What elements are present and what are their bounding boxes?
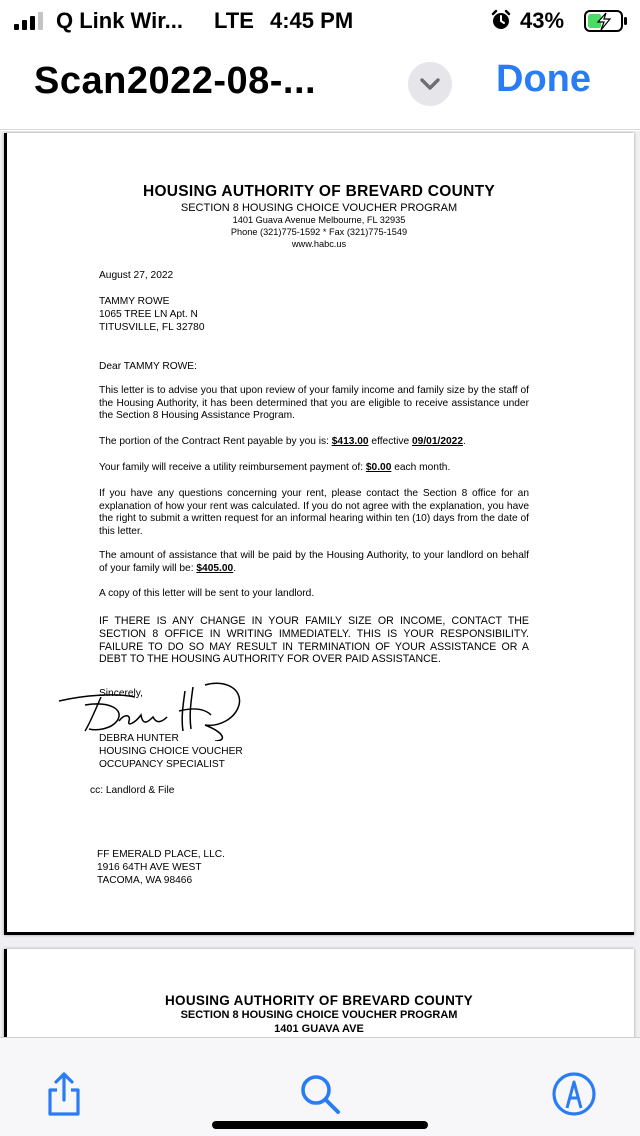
signal-bar <box>14 24 19 30</box>
assistance-suffix: . <box>233 562 237 574</box>
letter-date: August 27, 2022 <box>99 270 174 281</box>
alarm-icon <box>490 9 512 31</box>
scanned-page-1 <box>4 133 634 935</box>
search-icon <box>296 1070 344 1118</box>
copy-note: A copy of this letter will be sent to your landlord. <box>99 588 315 599</box>
rent-middle: effective <box>368 436 412 447</box>
closing: Sincerely, <box>99 688 143 699</box>
battery-percent: 43% <box>520 8 565 33</box>
home-indicator <box>212 1121 428 1129</box>
markup-icon <box>550 1070 598 1118</box>
battery-charging-icon <box>584 10 628 32</box>
utility-suffix: each month. <box>391 462 451 473</box>
recipient-street: 1065 TREE LN Apt. N <box>99 309 198 320</box>
signal-bar <box>22 20 27 30</box>
carrier-label: Q Link Wir... <box>56 8 183 33</box>
navigation-bar <box>0 40 640 130</box>
network-label: LTE <box>214 8 254 33</box>
scanned-page-2 <box>4 949 634 1037</box>
recipient-name: TAMMY ROWE <box>99 296 170 307</box>
utility-line <box>99 462 529 475</box>
page2-program: SECTION 8 HOUSING CHOICE VOUCHER PROGRAM <box>180 1009 458 1021</box>
assistance-prefix: The amount of assistance that will be paid by the Housing Authority, to your landlord on behalf of your family will be: <box>99 550 529 574</box>
rent-prefix: The portion of the Contract Rent payable by you is: <box>99 436 332 447</box>
greeting: Dear TAMMY ROWE: <box>99 361 197 372</box>
signal-bar <box>38 12 43 30</box>
letterhead-program: SECTION 8 HOUSING CHOICE VOUCHER PROGRAM <box>180 202 458 214</box>
letterhead-phone: Phone (321)775-1592 * Fax (321)775-1549 <box>230 227 408 237</box>
letterhead-website: www.habc.us <box>291 239 347 249</box>
utility-amount: $0.00 <box>365 462 392 473</box>
signer-name: DEBRA HUNTER <box>99 733 179 744</box>
status-bar <box>0 0 640 40</box>
change-notice: IF THERE IS ANY CHANGE IN YOUR FAMILY SIZE OR INCOME, CONTACT THE SECTION 8 OFFICE IN WRITING IMMEDIATELY. THIS IS YOUR RESPONSIBILITY. FAILURE TO DO SO MAY RESULT IN TERMINATION OF YOUR ASSISTANCE OR A DEBT TO THE HOUSING AUTHORITY FOR OVER PAID ASSISTANCE. <box>99 615 529 666</box>
questions-paragraph: If you have any questions concerning your rent, please contact the Section 8 office for an explanation of how your rent was calculated. If you do not agree with the explanation, you have the right to submit a written request for an informal hearing within ten (10) days from the date of this letter. <box>99 488 529 537</box>
cc-line: cc: Landlord & File <box>90 785 175 796</box>
recipient-city: TITUSVILLE, FL 32780 <box>99 322 205 333</box>
letterhead-org-name: HOUSING AUTHORITY OF BREVARD COUNTY <box>142 183 496 200</box>
markup-button[interactable] <box>546 1066 602 1122</box>
clock: 4:45 PM <box>270 8 354 33</box>
signal-bar <box>30 16 35 30</box>
document-title: Scan2022-08-... <box>34 60 317 102</box>
letterhead-address: 1401 Guava Avenue Melbourne, FL 32935 <box>232 215 406 225</box>
eligibility-paragraph: This letter is to advise you that upon review of your family income and family size by the staff of the Housing Authority, it has been determined that you are eligible to receive assistance under the Section 8 Housing Assistance Program. <box>99 385 529 422</box>
handwritten-signature <box>55 671 255 741</box>
search-button[interactable] <box>292 1066 348 1122</box>
signal-icon <box>14 12 43 30</box>
chevron-down-icon <box>408 62 452 106</box>
signer-title-line2: OCCUPANCY SPECIALIST <box>99 759 225 770</box>
done-button[interactable]: Done <box>496 58 591 100</box>
signer-title-line1: HOUSING CHOICE VOUCHER <box>99 746 243 757</box>
rent-effective-date: 09/01/2022 <box>412 436 463 447</box>
utility-prefix: Your family will receive a utility reimbursement payment of: <box>99 462 366 473</box>
landlord-city: TACOMA, WA 98466 <box>97 875 193 886</box>
document-viewer[interactable] <box>0 131 640 1037</box>
title-menu-button[interactable] <box>408 62 452 106</box>
landlord-street: 1916 64TH AVE WEST <box>97 862 202 873</box>
rent-suffix: . <box>463 436 466 447</box>
share-button[interactable] <box>36 1066 92 1122</box>
page2-org-name: HOUSING AUTHORITY OF BREVARD COUNTY <box>164 993 473 1008</box>
assistance-amount: $405.00 <box>196 562 234 574</box>
landlord-name: FF EMERALD PLACE, LLC. <box>97 849 225 860</box>
share-icon <box>44 1070 84 1118</box>
assistance-paragraph <box>99 550 529 575</box>
rent-amount: $413.00 <box>331 436 369 447</box>
page2-address: 1401 GUAVA AVE <box>274 1023 364 1035</box>
rent-line <box>99 436 529 449</box>
